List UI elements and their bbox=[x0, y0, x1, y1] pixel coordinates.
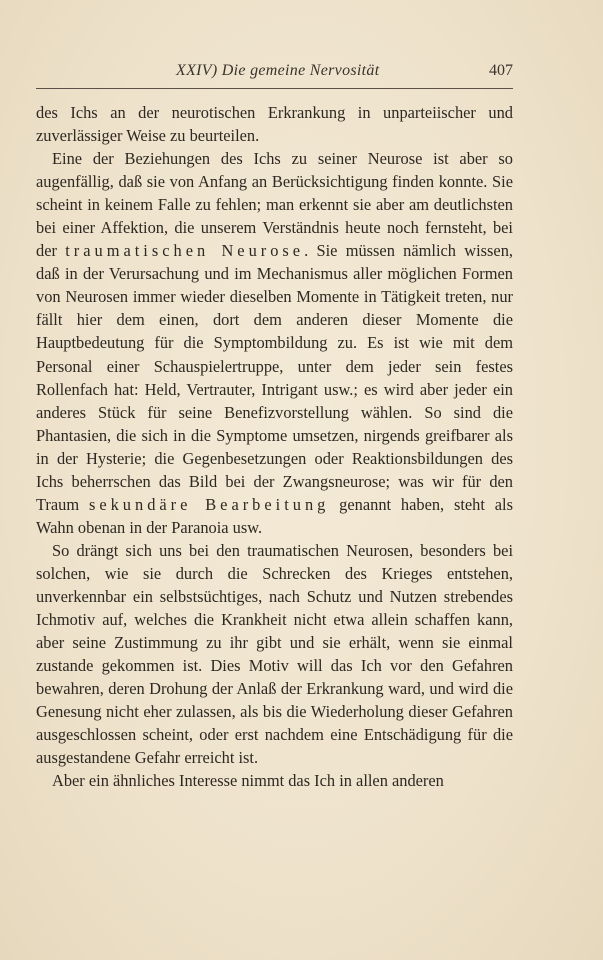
paragraph bbox=[36, 539, 513, 769]
paragraph bbox=[36, 769, 513, 792]
page-header bbox=[36, 58, 513, 84]
book-page bbox=[36, 0, 513, 960]
text-segment: Eine der Beziehungen des Ichs zu seiner Neurose ist aber so augenfällig, daß sie von Anfang an Berücksichtigung finden konnte. Sie scheint in keinem Falle zu fehlen; man erkennt sie aber am deutlichsten bei einer Affektion, die unserem Verständnis heute noch fernsteht, bei der bbox=[36, 149, 513, 261]
paragraph bbox=[36, 101, 513, 147]
text-segment: . Sie müssen nämlich wissen, daß in der Verursachung und im Mechanismus aller möglichen Formen von Neurosen immer wieder dieselben Momente in Tätigkeit treten, nur fällt hier dem einen, dort dem anderen dieser Momente die Hauptbedeutung für die Symptombildung zu. Es ist wie mit dem Personal einer Schauspielertruppe, unter dem jeder sein festes Rollenfach hat: Held, Vertrauter, Intrigant usw.; es wird aber jeder ein anderes Stück für seine Benefizvorstellung wählen. So sind die Phantasien, die sich in die Symptome umsetzen, nirgends greifbarer als in der Hysterie; die Gegenbesetzungen oder Reaktionsbildungen des Ichs beherrschen das Bild bei der Zwangsneurose; was wir für den Traum bbox=[36, 241, 513, 514]
body-text bbox=[36, 101, 513, 792]
spaced-emphasis: sekundäre Bearbeitung bbox=[88, 494, 330, 514]
header-rule bbox=[36, 88, 513, 89]
text-segment: genannt haben, steht als Wahn obenan in der Paranoia usw. bbox=[36, 494, 513, 537]
text-segment: des Ichs an der neurotischen Erkrankung in unparteiischer und zuverlässiger Weise zu beurteilen. bbox=[36, 103, 513, 146]
running-title: XXIV) Die gemeine Nervosität bbox=[176, 62, 380, 79]
page-number: 407 bbox=[489, 62, 513, 79]
text-segment: Aber ein ähnliches Interesse nimmt das Ich in allen anderen bbox=[52, 771, 444, 791]
text-segment: So drängt sich uns bei den traumatischen Neurosen, besonders bei solchen, wie sie durch die Schrecken des Krieges entstehen, unverkennbar ein selbstsüchtiges, nach Schutz und Nutzen strebendes Ichmotiv auf, welches die Krankheit nicht etwa allein schaffen kann, aber seine Zustimmung zu ihr gibt und sie erhält, wenn sie einmal zustande gekommen ist. Dies Motiv will das Ich vor den Gefahren bewahren, deren Drohung der Anlaß der Erkrankung ward, und wird die Genesung nicht eher zulassen, als bis die Wiederholung dieser Gefahren ausgeschlossen scheint, oder erst nachdem eine Entschädigung für die ausgestandene Gefahr erreicht ist. bbox=[36, 540, 513, 768]
paragraph bbox=[36, 147, 513, 539]
spaced-emphasis: traumatischen Neurose bbox=[65, 241, 305, 261]
